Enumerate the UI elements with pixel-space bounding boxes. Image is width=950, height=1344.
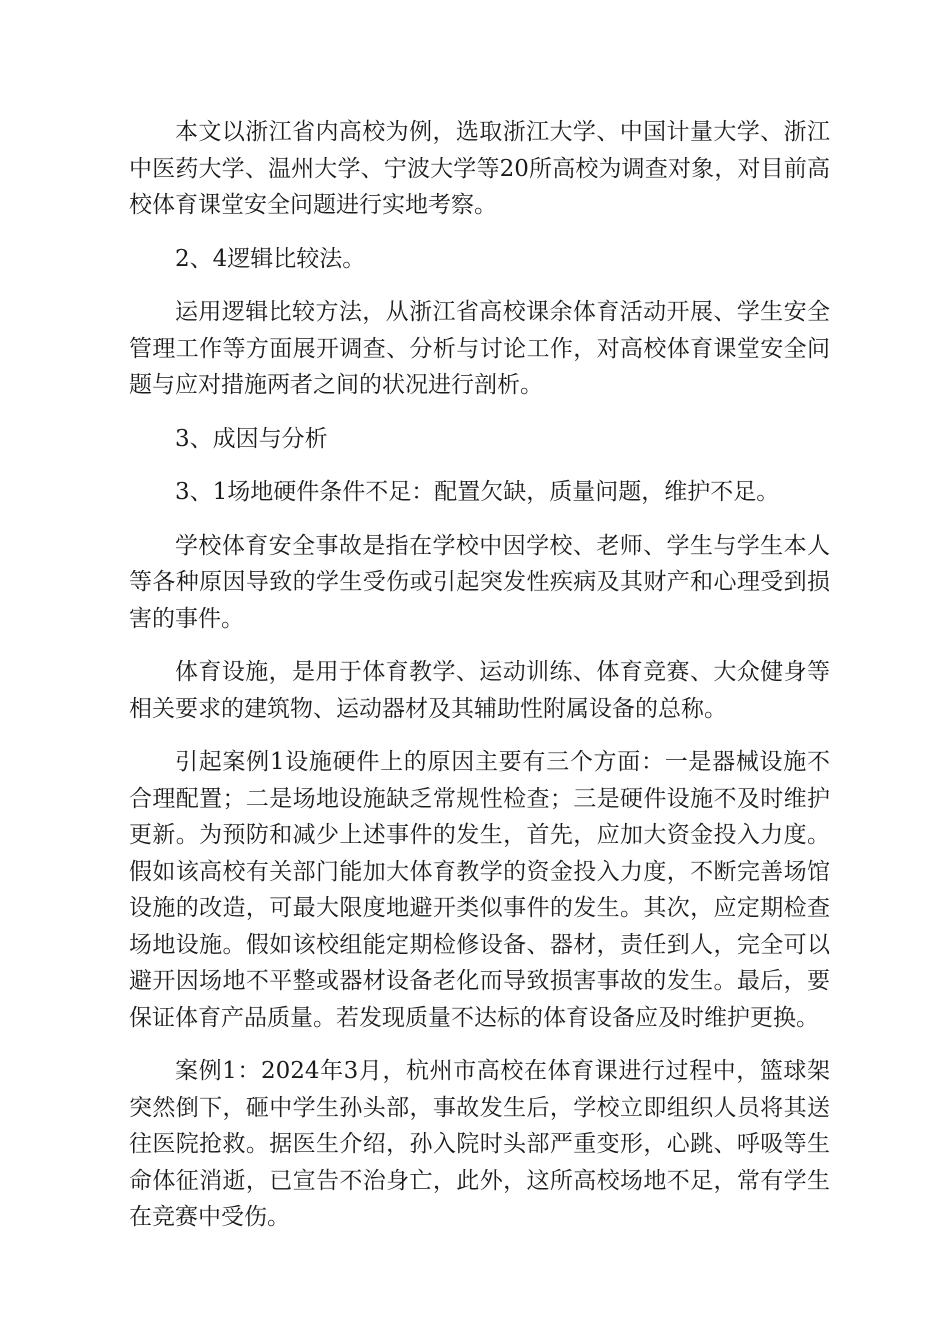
paragraph-logic-comparison: 运用逻辑比较方法，从浙江省高校课余体育活动开展、学生安全管理工作等方面展开调查、分析与讨论工作，对高校体育课堂安全问题与应对措施两者之间的状况进行剖析。 bbox=[129, 299, 830, 398]
paragraph-case-causes: 引起案例1设施硬件上的原因主要有三个方面：一是器械设施不合理配置；二是场地设施缺乏常规性检查；三是硬件设施不及时维护更新。为预防和减少上述事件的发生，首先，应加大资金投入力度。假如该高校有关部门能加大体育教学的资金投入力度，不断完善场馆设施的改造，可最大限度地避开类似事件的发生。其次，应定期检查场地设施。假如该校组能定期检修设备、器材，责任到人，完全可以避开因场地不平整或器材设备老化而导致损害事故的发生。最后，要保证体育产品质量。若发现质量不达标的体育设备应及时维护更换。 bbox=[129, 749, 830, 1031]
heading-causes-analysis: 3、成因与分析 bbox=[175, 425, 328, 452]
heading-facility-shortage: 3、1场地硬件条件不足：配置欠缺，质量问题，维护不足。 bbox=[175, 479, 780, 505]
paragraph-survey-scope: 本文以浙江省内高校为例，选取浙江大学、中国计量大学、浙江中医药大学、温州大学、宁波大学等20所高校为调查对象，对目前高校体育课堂安全问题进行实地考察。 bbox=[129, 119, 830, 218]
heading-logic-comparison: 2、4逻辑比较法。 bbox=[175, 245, 366, 272]
paragraph-case-1: 案例1：2024年3月，杭州市高校在体育课进行过程中，篮球架突然倒下，砸中学生孙头部，事故发生后，学校立即组织人员将其送往医院抢救。据医生介绍，孙入院时头部严重变形，心跳、呼吸等生命体征消逝，已宣告不治身亡，此外，这所高校场地不足，常有学生在竞赛中受伤。 bbox=[129, 1058, 830, 1230]
paragraph-facility-definition: 体育设施，是用于体育教学、运动训练、体育竞赛、大众健身等相关要求的建筑物、运动器材及其辅助性附属设备的总称。 bbox=[129, 659, 830, 722]
paragraph-accident-definition: 学校体育安全事故是指在学校中因学校、老师、学生与学生本人等各种原因导致的学生受伤或引起突发性疾病及其财产和心理受到损害的事件。 bbox=[129, 532, 830, 632]
